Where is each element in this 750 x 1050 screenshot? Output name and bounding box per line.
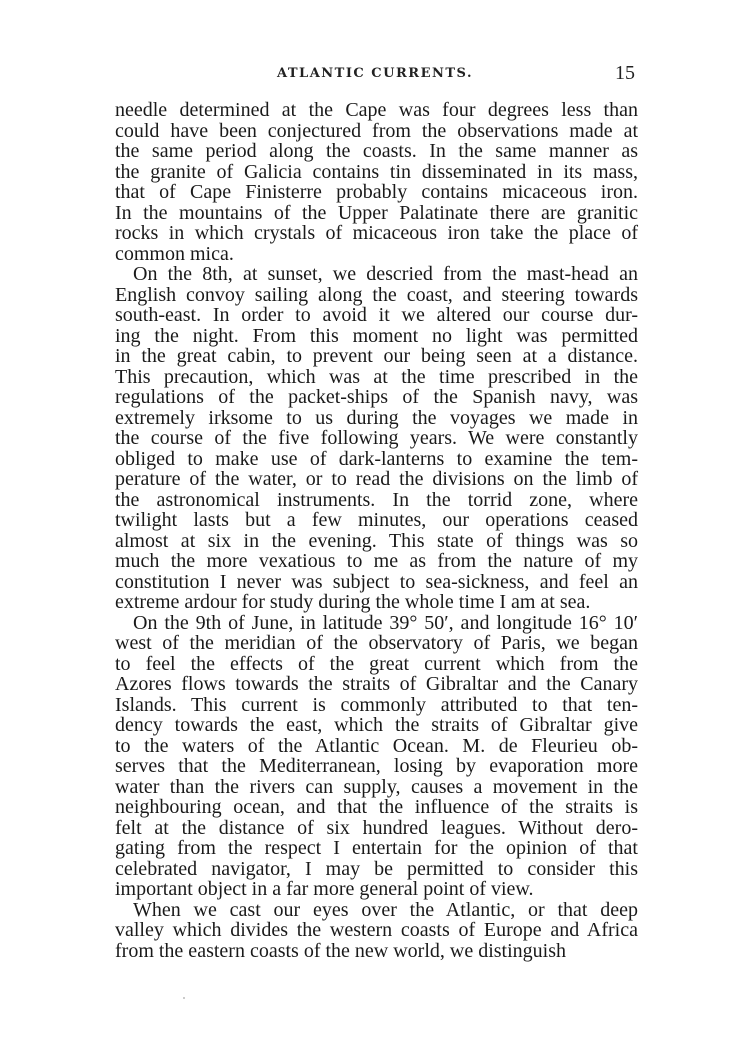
text-line: extreme ardour for study during the whole time I am at sea. — [115, 591, 591, 613]
running-head — [115, 62, 635, 92]
text-line: regulations of the packet-ships of the Spanish navy, was — [115, 386, 638, 408]
text-line: to feel the effects of the great current which from the — [115, 652, 638, 675]
text-line: rocks in which crystals of micaceous iron take the place of — [115, 222, 638, 244]
text-line: the same period along the coasts. In the same manner as — [115, 140, 638, 162]
text-line: common mica. — [115, 242, 234, 265]
text-line: celebrated navigator, I may be permitted to consider this — [115, 857, 638, 880]
text-line: west of the meridian of the observatory of Paris, we began — [115, 632, 638, 654]
print-speck — [183, 997, 185, 999]
text-line: south-east. In order to avoid it we altered our course dur- — [115, 304, 638, 326]
text-line: On the 9th of June, in latitude 39° 50′, and longitude 16° 10′ — [133, 611, 638, 634]
page-number: 15 — [615, 62, 635, 84]
text-line: to the waters of the Atlantic Ocean. M. de Fleurieu ob- — [115, 734, 638, 757]
text-line: On the 8th, at sunset, we descried from the mast-head an — [133, 263, 638, 285]
text-line: almost at six in the evening. This state of things was so — [115, 529, 638, 552]
text-line: valley which divides the western coasts of Europe and Africa — [115, 919, 638, 941]
text-line: perature of the water, or to read the divisions on the limb of — [115, 468, 638, 490]
text-line: from the eastern coasts of the new world, we distinguish — [115, 939, 567, 962]
text-line: needle determined at the Cape was four degrees less than — [115, 99, 638, 121]
text-line: dency towards the east, which the straits of Gibraltar give — [115, 714, 638, 736]
paragraph — [115, 613, 638, 900]
text-line: In the mountains of the Upper Palatinate there are granitic — [115, 201, 638, 224]
text-line: obliged to make use of dark-lanterns to examine the tem- — [115, 447, 638, 470]
text-line: water than the rivers can supply, causes a movement in the — [115, 775, 638, 798]
text-line: Islands. This current is commonly attributed to that ten- — [115, 693, 638, 716]
text-line: neighbouring ocean, and that the influence of the straits is — [115, 796, 638, 818]
paragraph — [115, 264, 638, 613]
text-line: extremely irksome to us during the voyages we made in — [115, 406, 638, 429]
text-line: Azores flows towards the straits of Gibraltar and the Canary — [115, 673, 638, 695]
text-line: felt at the distance of six hundred leagues. Without dero- — [115, 816, 638, 839]
text-line: the course of the five following years. We were constantly — [115, 427, 638, 449]
text-line: This precaution, which was at the time prescribed in the — [115, 365, 638, 388]
text-line: When we cast our eyes over the Atlantic, or that deep — [133, 898, 638, 921]
text-line: constitution I never was subject to sea-sickness, and feel an — [115, 570, 638, 593]
text-line: the granite of Galicia contains tin disseminated in its mass, — [115, 160, 638, 183]
text-line: could have been conjectured from the observations made at — [115, 119, 638, 142]
paragraph — [115, 900, 638, 962]
paragraph — [115, 100, 638, 264]
running-title: ATLANTIC CURRENTS. — [277, 66, 473, 81]
text-line: English convoy sailing along the coast, and steering towards — [115, 283, 638, 306]
text-line: serves that the Mediterranean, losing by evaporation more — [115, 755, 638, 777]
text-line: important object in a far more general point of view. — [115, 878, 534, 900]
text-line: twilight lasts but a few minutes, our operations ceased — [115, 509, 638, 531]
text-line: in the great cabin, to prevent our being seen at a distance. — [115, 345, 638, 367]
text-line: gating from the respect I entertain for the opinion of that — [115, 837, 638, 859]
body-text — [115, 100, 638, 961]
text-line: much the more vexatious to me as from the nature of my — [115, 550, 638, 572]
text-line: the astronomical instruments. In the torrid zone, where — [115, 488, 638, 511]
text-line: ing the night. From this moment no light was permitted — [115, 324, 638, 347]
text-line: that of Cape Finisterre probably contains micaceous iron. — [115, 181, 638, 203]
